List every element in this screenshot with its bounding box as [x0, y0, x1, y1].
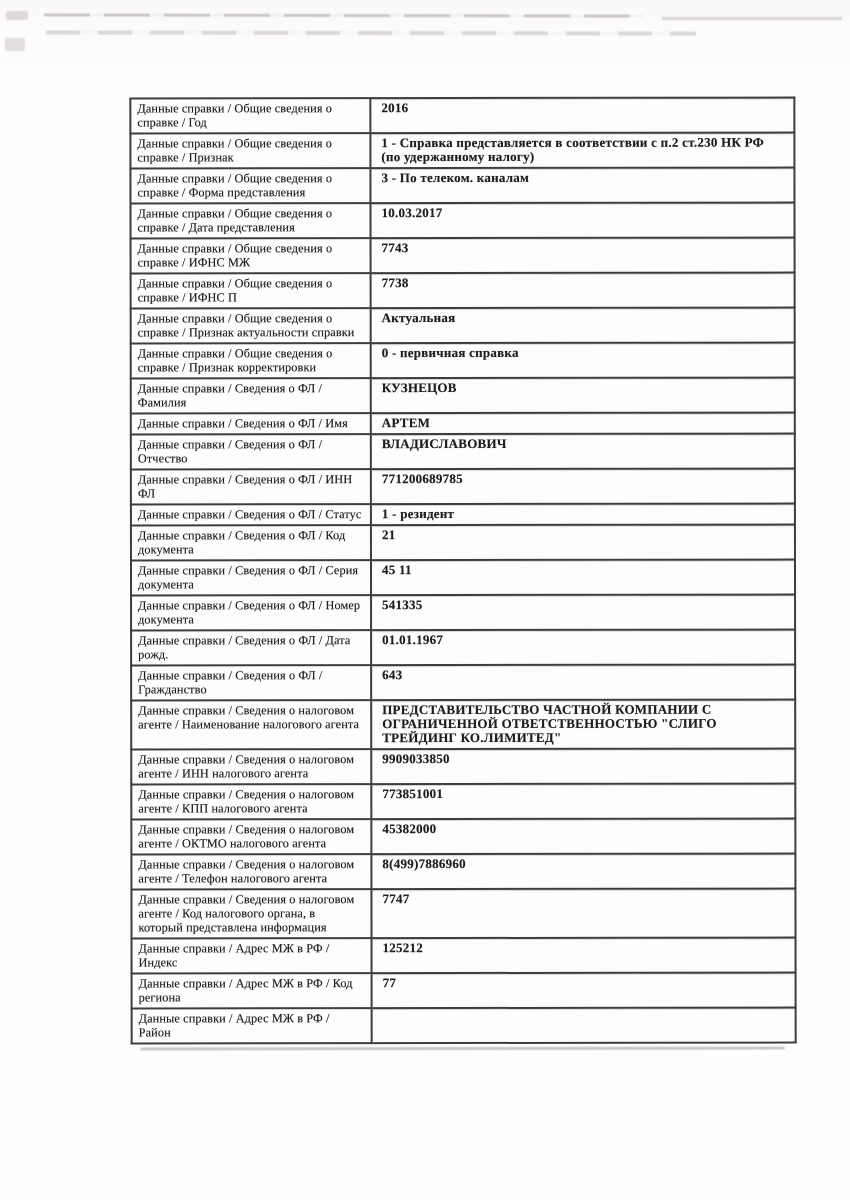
table-row: [132, 973, 796, 1009]
field-label-cell: Данные справки / Сведения о налоговом агенте / ИНН налогового агента: [131, 749, 371, 784]
field-value-cell: [372, 1008, 796, 1044]
table-row: [131, 784, 795, 820]
field-value-cell: ПРЕДСТАВИТЕЛЬСТВО ЧАСТНОЙ КОМПАНИИ С ОГРАНИЧЕННОЙ ОТВЕТСТВЕННОСТЬЮ "СЛИГО ТРЕЙДИНГ КО.ЛИМИТЕД": [371, 700, 795, 750]
certificate-table-body: [130, 98, 795, 1044]
field-label-cell: Данные справки / Общие сведения о справке / Признак актуальности справки: [131, 308, 371, 343]
field-value-cell: 125212: [372, 938, 796, 974]
field-label-cell: Данные справки / Сведения о ФЛ / Фамилия: [131, 378, 371, 413]
field-value-cell: 1 - Справка представляется в соответствии с п.2 ст.230 НК РФ (по удержанному налогу): [370, 133, 794, 169]
table-row: [131, 749, 795, 785]
table-row: [131, 889, 795, 939]
table-row: [131, 630, 795, 666]
field-value-cell: 0 - первичная справка: [371, 343, 795, 379]
table-row: [132, 938, 796, 974]
table-row: [130, 168, 794, 204]
table-row: [131, 343, 795, 379]
table-row: [131, 434, 795, 470]
field-label-cell: Данные справки / Общие сведения о справке / ИФНС МЖ: [131, 238, 371, 273]
table-row: [131, 504, 795, 526]
table-row: [131, 378, 795, 414]
field-value-cell: 7747: [371, 889, 795, 939]
field-value-cell: 2016: [370, 98, 794, 134]
field-value-cell: 771200689785: [371, 469, 795, 505]
table-row: [130, 98, 794, 134]
field-label-cell: Данные справки / Сведения о ФЛ / Статус: [131, 504, 371, 525]
field-value-cell: АРТЕМ: [371, 413, 795, 435]
field-label-cell: Данные справки / Сведения о налоговом агенте / Наименование налогового агента: [131, 700, 371, 749]
field-value-cell: 773851001: [371, 784, 795, 820]
table-row: [131, 308, 795, 344]
field-value-cell: КУЗНЕЦОВ: [371, 378, 795, 414]
field-value-cell: 7743: [371, 238, 795, 274]
field-label-cell: Данные справки / Сведения о ФЛ / Дата рожд.: [131, 630, 371, 665]
field-label-cell: Данные справки / Сведения о ФЛ / Отчество: [131, 434, 371, 469]
field-label-cell: Данные справки / Сведения о ФЛ / Гражданство: [131, 665, 371, 700]
field-value-cell: 643: [371, 665, 795, 701]
field-label-cell: Данные справки / Адрес МЖ в РФ / Район: [132, 1008, 372, 1043]
field-label-cell: Данные справки / Сведения о налоговом агенте / Телефон налогового агента: [131, 854, 371, 889]
table-row: [131, 854, 795, 890]
field-value-cell: 1 - резидент: [371, 504, 795, 526]
field-label-cell: Данные справки / Общие сведения о справке / ИФНС П: [131, 273, 371, 308]
field-label-cell: Данные справки / Сведения о ФЛ / Серия документа: [131, 560, 371, 595]
table-row: [131, 238, 795, 274]
field-label-cell: Данные справки / Общие сведения о справке / Год: [130, 98, 370, 133]
table-row: [131, 819, 795, 855]
field-label-cell: Данные справки / Адрес МЖ в РФ / Индекс: [132, 938, 372, 973]
field-value-cell: 10.03.2017: [370, 203, 794, 239]
field-value-cell: 3 - По телеком. каналам: [370, 168, 794, 204]
table-row: [131, 560, 795, 596]
field-label-cell: Данные справки / Сведения о налоговом агенте / Код налогового органа, в который представлена информация: [131, 889, 371, 938]
field-label-cell: Данные справки / Общие сведения о справке / Признак: [130, 133, 370, 168]
table-row: [130, 203, 794, 239]
table-row: [130, 133, 794, 169]
table-row: [132, 1008, 796, 1044]
field-value-cell: 77: [372, 973, 796, 1009]
field-value-cell: 9909033850: [371, 749, 795, 785]
field-value-cell: 01.01.1967: [371, 630, 795, 666]
field-value-cell: 7738: [371, 273, 795, 309]
field-value-cell: 45 11: [371, 560, 795, 596]
field-value-cell: Актуальная: [371, 308, 795, 344]
field-value-cell: 541335: [371, 595, 795, 631]
table-row: [131, 273, 795, 309]
field-value-cell: 8(499)7886960: [371, 854, 795, 890]
field-label-cell: Данные справки / Сведения о налоговом агенте / КПП налогового агента: [131, 784, 371, 819]
table-row: [131, 469, 795, 505]
table-row: [131, 413, 795, 435]
field-label-cell: Данные справки / Сведения о ФЛ / Код документа: [131, 525, 371, 560]
table-row: [131, 525, 795, 561]
field-label-cell: Данные справки / Сведения о ФЛ / ИНН ФЛ: [131, 469, 371, 504]
field-label-cell: Данные справки / Адрес МЖ в РФ / Код региона: [132, 973, 372, 1008]
field-label-cell: Данные справки / Сведения о налоговом агенте / ОКТМО налогового агента: [131, 819, 371, 854]
certificate-table-wrap: [129, 97, 796, 1045]
table-row: [131, 595, 795, 631]
field-value-cell: 21: [371, 525, 795, 561]
table-row: [131, 665, 795, 701]
scan-smudge: [6, 11, 28, 21]
table-row: [131, 700, 795, 750]
field-label-cell: Данные справки / Общие сведения о справке / Признак корректировки: [131, 343, 371, 378]
field-label-cell: Данные справки / Общие сведения о справке / Форма представления: [130, 168, 370, 203]
scan-smudge: [5, 38, 25, 51]
field-label-cell: Данные справки / Сведения о ФЛ / Имя: [131, 413, 371, 434]
scan-streak: [46, 30, 696, 35]
field-label-cell: Данные справки / Сведения о ФЛ / Номер документа: [131, 595, 371, 630]
field-value-cell: ВЛАДИСЛАВОВИЧ: [371, 434, 795, 470]
scan-streak: [662, 17, 842, 20]
scan-streak: [44, 13, 644, 17]
certificate-field-table: [129, 97, 796, 1045]
field-value-cell: 45382000: [371, 819, 795, 855]
field-label-cell: Данные справки / Общие сведения о справке / Дата представления: [130, 203, 370, 238]
